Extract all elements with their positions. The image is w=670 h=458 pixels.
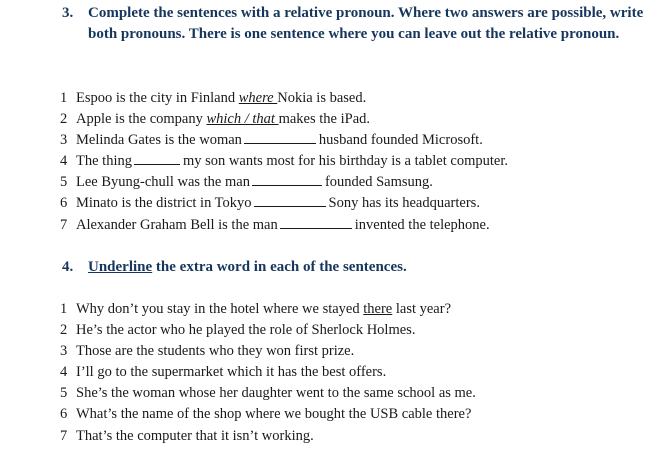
instruction-underlined-word: Underline	[88, 259, 153, 275]
sentence-start: The thing	[76, 153, 132, 170]
sentence-end: my son wants most for his birthday is a tablet computer.	[182, 153, 508, 170]
item-number: 1	[60, 301, 68, 317]
sentence-end: makes the iPad.	[278, 111, 371, 128]
item-number: 3	[60, 343, 68, 360]
exercise-4-number: 4.	[62, 259, 74, 275]
sentence-text[interactable]: He’s the actor who he played the role of Sherlock Holmes.	[76, 322, 416, 339]
item-number: 5	[60, 174, 68, 191]
exercise-3-item-6	[60, 193, 508, 214]
exercise-4-list	[60, 299, 476, 447]
example-answer: where	[238, 90, 278, 106]
sentence-start: Melinda Gates is the woman	[76, 132, 242, 149]
sentence-text[interactable]: She’s the woman whose her daughter went to the same school as me.	[76, 385, 476, 402]
exercise-3-item-1	[60, 88, 508, 109]
sentence-start: Espoo is the city in Finland	[76, 90, 239, 106]
example-underlined-word: there	[363, 301, 393, 317]
item-number: 6	[60, 406, 68, 423]
exercise-4-item-1	[60, 299, 476, 320]
answer-blank[interactable]	[254, 194, 326, 207]
exercise-4-item-5	[60, 383, 476, 404]
sentence-text[interactable]: What’s the name of the shop where we bought the USB cable there?	[76, 406, 472, 423]
sentence-end: invented the telephone.	[354, 216, 490, 233]
sentence-start: Minato is the district in Tokyo	[76, 195, 252, 212]
answer-blank[interactable]	[134, 152, 180, 165]
exercise-3-number: 3.	[62, 5, 74, 21]
item-number: 1	[60, 90, 68, 106]
sentence-start: Apple is the company	[76, 111, 207, 128]
example-answer: which / that	[206, 111, 279, 128]
item-number: 6	[60, 195, 68, 212]
item-number: 7	[60, 216, 68, 233]
sentence-end: founded Samsung.	[324, 174, 433, 191]
exercise-4-item-3	[60, 341, 476, 362]
answer-blank[interactable]	[252, 173, 322, 186]
sentence-text[interactable]: I’ll go to the supermarket which it has the best offers.	[76, 364, 387, 381]
answer-blank[interactable]	[280, 216, 352, 229]
exercise-4-item-6	[60, 404, 476, 425]
sentence-end: Nokia is based.	[277, 90, 367, 106]
sentence-start: Alexander Graham Bell is the man	[76, 216, 278, 233]
exercise-3-item-3	[60, 130, 508, 151]
item-number: 4	[60, 153, 68, 170]
sentence-end: last year?	[392, 301, 452, 317]
exercise-3-item-7	[60, 215, 508, 236]
item-number: 2	[60, 322, 68, 339]
exercise-3-item-5	[60, 172, 508, 193]
item-number: 5	[60, 385, 68, 402]
item-number: 3	[60, 132, 68, 149]
item-number: 7	[60, 427, 68, 444]
exercise-4-heading	[62, 257, 662, 278]
exercise-3-item-2	[60, 109, 508, 130]
sentence-end: Sony has its headquarters.	[328, 195, 480, 212]
exercise-4-item-7	[60, 426, 476, 447]
sentence-end: husband founded Microsoft.	[318, 132, 483, 149]
exercise-3-heading	[62, 3, 662, 45]
sentence-text[interactable]: Those are the students who they won first prize.	[76, 343, 355, 360]
exercise-4-item-2	[60, 320, 476, 341]
sentence-start: Why don’t you stay in the hotel where we stayed	[76, 301, 364, 317]
exercise-3-item-4	[60, 151, 508, 172]
item-number: 4	[60, 364, 68, 381]
item-number: 2	[60, 111, 68, 128]
exercise-4-instruction	[62, 257, 662, 278]
answer-blank[interactable]	[244, 131, 316, 144]
sentence-text[interactable]: That’s the computer that it isn’t working.	[76, 427, 314, 444]
exercise-3-instruction: Complete the sentences with a relative pronoun. Where two answers are possible, write both pronouns. There is one sentence where you can leave out the relative pronoun.	[88, 5, 644, 42]
exercise-4-item-4	[60, 362, 476, 383]
instruction-rest: the extra word in each of the sentences.	[152, 259, 407, 275]
sentence-start: Lee Byung-chull was the man	[76, 174, 250, 191]
exercise-3-list	[60, 88, 508, 236]
